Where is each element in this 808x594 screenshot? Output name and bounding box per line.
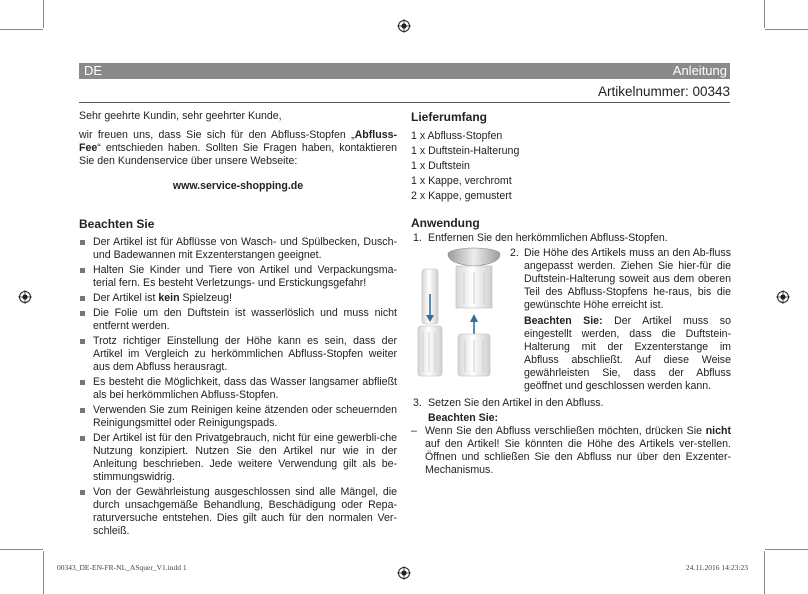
crop-mark bbox=[0, 29, 43, 30]
list-item-text: Verwenden Sie zum Reinigen keine ätzenden oder scheuernden Reinigungsmittel oder Reinigungspads. bbox=[93, 404, 397, 429]
intro-text-start: wir freuen uns, dass Sie sich für den Abfluss-Stopfen „ bbox=[79, 129, 355, 141]
registration-mark-icon bbox=[18, 290, 32, 304]
list-item-text: Es besteht die Möglichkeit, dass das Wasser langsamer abfließt als bei herkömmlichen Abfluss-Stopfen. bbox=[93, 376, 397, 401]
service-url: www.service-shopping.de bbox=[172, 180, 304, 192]
scope-item: 1 x Abfluss-Stopfen bbox=[411, 130, 503, 142]
note-text-end: auf den Artikel! Sie könnten die Höhe des Artikels ver-stellen. Öffnen und schließen Sie den Abfluss nur über den Exzenter-Mechanismus. bbox=[425, 438, 731, 476]
step-text: Setzen Sie den Artikel in den Abfluss. bbox=[428, 397, 604, 409]
intro-paragraph bbox=[79, 129, 397, 168]
dash-marker: – bbox=[411, 425, 417, 437]
list-item-text: Der Artikel ist für Abflüsse von Wasch- und Spülbecken, Dusch- und Badewannen mit Exzenterstangen geeignet. bbox=[93, 236, 397, 261]
language-label: DE bbox=[84, 63, 103, 78]
list-item-text-start: Der Artikel ist bbox=[93, 292, 159, 304]
list-item bbox=[79, 376, 397, 402]
step-text: Entfernen Sie den herkömmlichen Abfluss-Stopfen. bbox=[428, 232, 668, 244]
list-item bbox=[79, 292, 397, 305]
step-3-note bbox=[411, 425, 731, 477]
scope-item: 1 x Kappe, verchromt bbox=[411, 175, 512, 187]
notes-list bbox=[79, 236, 397, 538]
list-item bbox=[79, 432, 397, 484]
section-title: Anleitung bbox=[672, 63, 727, 78]
step-note-heading: Beachten Sie: bbox=[428, 412, 499, 424]
list-item bbox=[79, 264, 397, 290]
scope-heading: Lieferumfang bbox=[411, 110, 488, 124]
list-item-text: Von der Gewährleistung ausgeschlossen sind alle Mängel, die durch unsachgemäße Behandlung, Beschädigung oder Repa-raturversuche entstehen. Dies gilt auch für den normalen Ver-schleiß. bbox=[93, 486, 397, 537]
step-number: 2. bbox=[510, 247, 519, 259]
file-info: 00343_DE-EN-FR-NL_ASquer_V1.indd 1 bbox=[57, 563, 187, 572]
scope-item: 1 x Duftstein bbox=[411, 160, 470, 172]
crop-mark bbox=[43, 551, 44, 594]
product-name: Abfluss-Fee bbox=[79, 129, 397, 154]
greeting: Sehr geehrte Kundin, sehr geehrter Kunde, bbox=[79, 110, 282, 122]
list-item-text: Halten Sie Kinder und Tiere von Artikel und Verpackungsma-terial fern. Es besteht Verletzungs- und Erstickungsgefahr! bbox=[93, 264, 397, 289]
step-number: 1. bbox=[413, 232, 422, 244]
step-note-text: Der Artikel muss so eingestellt werden, dass die Duftstein-Halterung mit der Exzenterstange im Abfluss abschließt. Auf diese Weise gewährleisten Sie, dass der Abfluss geöffnet und geschlossen werden kann. bbox=[524, 315, 731, 392]
bullet-square-icon bbox=[80, 268, 85, 273]
intro-text-end: “ entschieden haben. Sollten Sie Fragen haben, kontaktieren Sie den Kundenservice über unsere Webseite: bbox=[79, 142, 397, 167]
bullet-square-icon bbox=[80, 296, 85, 301]
bullet-square-icon bbox=[80, 339, 85, 344]
scope-list bbox=[411, 129, 731, 204]
crop-mark bbox=[764, 551, 765, 594]
bullet-square-icon bbox=[80, 436, 85, 441]
crop-mark bbox=[43, 0, 44, 28]
bullet-square-icon bbox=[80, 240, 85, 245]
crop-mark bbox=[764, 0, 765, 28]
usage-step-2 bbox=[510, 247, 731, 393]
registration-mark-icon bbox=[776, 290, 790, 304]
scope-item: 2 x Kappe, gemustert bbox=[411, 190, 512, 202]
bullet-square-icon bbox=[80, 311, 85, 316]
step-note-label: Beachten Sie: bbox=[524, 315, 603, 327]
section-header-bar bbox=[79, 63, 730, 79]
step-number: 3. bbox=[413, 397, 422, 409]
list-item-text-end: Spielzeug! bbox=[179, 292, 232, 304]
list-item bbox=[79, 236, 397, 262]
bullet-square-icon bbox=[80, 380, 85, 385]
crop-mark bbox=[765, 29, 808, 30]
print-timestamp: 24.11.2016 14:23:23 bbox=[686, 563, 749, 572]
list-item-text: Trotz richtiger Einstellung der Höhe kann es sein, dass der Artikel im Vergleich zu herkömmlichen Abfluss-Stopfen weiter aus dem Abfluss herausragt. bbox=[93, 335, 397, 373]
list-item bbox=[79, 307, 397, 333]
article-number: Artikelnummer: 00343 bbox=[597, 84, 730, 99]
list-item-emphasis: kein bbox=[158, 292, 180, 304]
header-divider bbox=[79, 102, 730, 103]
left-column bbox=[79, 110, 397, 540]
bullet-square-icon bbox=[80, 490, 85, 495]
list-item bbox=[79, 335, 397, 374]
usage-step-3 bbox=[411, 397, 731, 425]
step-note bbox=[524, 315, 731, 393]
bullet-square-icon bbox=[80, 408, 85, 413]
usage-heading: Anwendung bbox=[411, 216, 480, 230]
product-illustration bbox=[412, 242, 504, 378]
list-item-text: Der Artikel ist für den Privatgebrauch, nicht für eine gewerbli-che Nutzung konzipiert. Nutzen Sie den Artikel nur wie in der Anleitung beschrieben. Jede weitere Verwendung gilt als be-stimmungswidrig. bbox=[93, 432, 397, 483]
registration-mark-icon bbox=[397, 19, 411, 33]
crop-mark bbox=[0, 549, 43, 550]
note-emphasis: nicht bbox=[705, 425, 731, 437]
note-text-start: Wenn Sie den Abfluss verschließen möchten, drücken Sie bbox=[425, 425, 706, 437]
list-item-text: Die Folie um den Duftstein ist wasserlöslich und muss nicht entfernt werden. bbox=[93, 307, 397, 332]
notes-heading: Beachten Sie bbox=[79, 217, 155, 231]
scope-item: 1 x Duftstein-Halterung bbox=[411, 145, 520, 157]
registration-mark-icon bbox=[397, 566, 411, 580]
crop-mark bbox=[765, 549, 808, 550]
step-text: Die Höhe des Artikels muss an den Ab-fluss angepasst werden. Ziehen Sie hier-für die Duftstein-Halterung soweit aus dem oberen Teil des Abfluss-Stopfens he-raus, bis die gewünschte Höhe erreicht ist. bbox=[524, 247, 731, 311]
list-item bbox=[79, 486, 397, 538]
list-item bbox=[79, 404, 397, 430]
